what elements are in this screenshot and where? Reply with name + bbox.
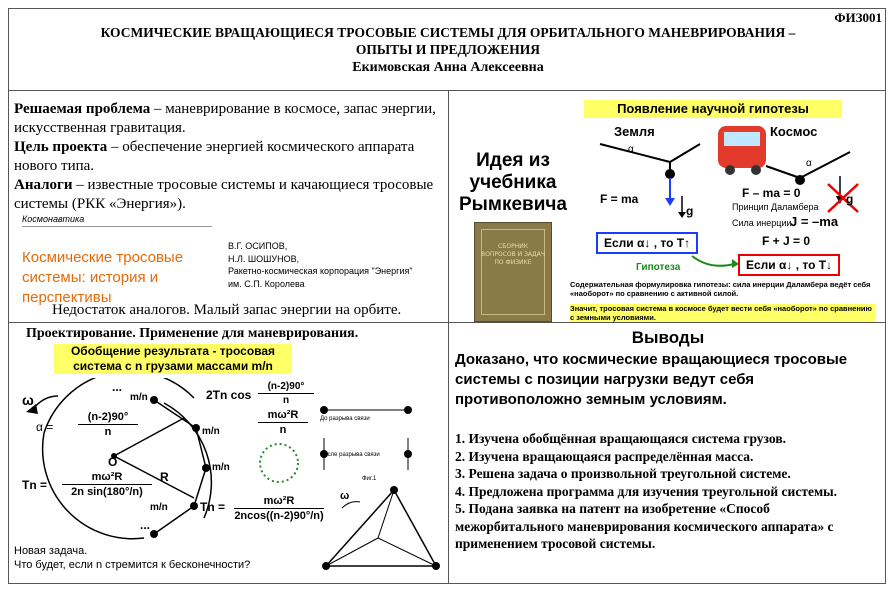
cover-line-1: СБОРНИК: [498, 243, 528, 250]
center-label: O: [108, 455, 118, 469]
book-title-line-1: Космические тросовые: [22, 249, 184, 266]
alpha-earth: α: [628, 144, 634, 155]
book-author-4: им. С.П. Королева: [228, 278, 305, 289]
goal-label: Цель проекта: [14, 139, 108, 155]
title-line-2: ОПЫТЫ И ПРЕДЛОЖЕНИЯ: [355, 42, 541, 57]
hypothesis-arrow: [690, 252, 740, 272]
new-task: [14, 544, 250, 572]
dotted-circle: [256, 440, 302, 486]
before-break: До разрыва связи: [320, 416, 370, 422]
mass-point: [150, 396, 158, 404]
list-item: 2. Изучена вращающаяся распределённая масса.: [455, 448, 754, 464]
author: Екимовская Анна Алексеевна: [352, 60, 544, 75]
alpha-eq: α =: [36, 420, 54, 434]
idea-line-3: Рымкевича: [459, 194, 567, 215]
omega-label: ω: [22, 392, 34, 408]
alpha-space: α: [806, 158, 812, 169]
cover-line-3: ПО ФИЗИКЕ: [494, 259, 532, 266]
mass-label-3: m/n: [212, 462, 230, 473]
idea-line-2: учебника: [469, 172, 557, 193]
tn-den: 2n sin(180°/n): [71, 486, 143, 498]
book-title: [22, 248, 183, 308]
book-author-2: Н.Л. ШОШУНОВ,: [228, 253, 300, 264]
goal-desc: – обеспечение энергией космического аппарата нового типа.: [14, 139, 415, 174]
eq-j: J = –ma: [790, 214, 839, 229]
mass-label-2: m/n: [202, 426, 220, 437]
conclusions-list: [455, 430, 881, 553]
analogs-desc: – известные тросовые системы и качающиеся тросовые системы (РКК «Энергия»).: [14, 177, 434, 212]
textbook-cover-image: [474, 222, 552, 322]
alpha-fraction: [78, 410, 138, 439]
mass-point: [192, 424, 200, 432]
dots-bottom: ...: [140, 518, 151, 532]
dalembert-principle: Принцип Даламбера: [732, 202, 819, 212]
project-code: ФИЗ001: [834, 10, 882, 25]
book-title-line-2: системы: история и: [22, 269, 159, 286]
problem-text: [14, 100, 444, 214]
hypothesis-title: Появление научной гипотезы: [584, 100, 842, 118]
book-authors: [228, 240, 413, 290]
tn-fraction: [62, 470, 152, 499]
mass-point: [202, 464, 210, 472]
label-space: Космос: [770, 124, 818, 139]
new-task-line-2: Что будет, если n стремится к бесконечности?: [14, 559, 251, 571]
idea-line-1: Идея из: [476, 150, 550, 171]
g-space: g: [846, 192, 854, 206]
if-box-space: Если α↓ , то T↓: [738, 254, 840, 276]
eq2-fraction: [234, 494, 324, 523]
omega-triangle: ω: [340, 490, 350, 502]
alpha-num: (n-2)90°: [78, 410, 138, 425]
break-and-triangle-diagram: [312, 380, 444, 576]
book-header: Космонавтика: [22, 214, 85, 224]
eq2-num: mω²R: [234, 494, 324, 509]
eq2-den: 2ncos((n-2)90°/n): [234, 510, 324, 522]
eq-f-minus-ma: F – ma = 0: [742, 186, 801, 200]
list-item: 4. Предложена программа для изучения треугольной системы.: [455, 483, 838, 499]
problem-label: Решаемая проблема: [14, 101, 151, 117]
divider-middle: [8, 322, 886, 323]
new-task-line-1: Новая задача.: [14, 545, 88, 557]
book-author-1: В.Г. ОСИПОВ,: [228, 241, 288, 251]
cover-line-2: ВОПРОСОВ И ЗАДАЧ: [481, 251, 545, 258]
analogs-label: Аналоги: [14, 177, 73, 193]
earth-ceiling: [600, 144, 670, 162]
eq2-left: Tn =: [200, 500, 226, 514]
inertia-force-label: Сила инерции: [732, 218, 792, 228]
divider-vertical: [448, 90, 449, 584]
book-author-3: Ракетно-космическая корпорация "Энергия": [228, 266, 413, 276]
mass-label-4: m/n: [150, 502, 168, 513]
title-line-1: КОСМИЧЕСКИЕ ВРАЩАЮЩИЕСЯ ТРОСОВЫЕ СИСТЕМЫ ДЛЯ ОРБИТАЛЬНОГО МАНЕВРИРОВАНИЯ –: [100, 25, 796, 40]
eq1-den: n: [282, 395, 290, 406]
design-title: Проектирование. Применение для маневрирования.: [26, 326, 359, 341]
eq1-left: 2Tn cos: [206, 388, 252, 402]
figure-label: Фиг.1: [362, 476, 377, 482]
hypothesis-meaning: Значит, тросовая система в космосе будет вести себя «наоборот» по сравнению с земными условиями.: [570, 304, 876, 322]
if-box-earth: Если α↓ , то T↑: [596, 232, 698, 254]
dots-top: ...: [112, 380, 123, 394]
eq-f-plus-j: F + J = 0: [762, 234, 811, 248]
generalization-box: [54, 344, 292, 374]
eq1-fraction: [258, 380, 314, 407]
hypothesis-statement: Содержательная формулировка гипотезы: сила инерции Даламбера ведёт себя «наоборот» по сравнению с активной силой.: [570, 280, 871, 298]
list-item: 1. Изучена обобщённая вращающаяся система грузов.: [455, 431, 786, 446]
hypothesis-label: Гипотеза: [636, 262, 681, 273]
earth-ball: [665, 169, 675, 179]
mass-point: [150, 530, 158, 538]
divider-header: [8, 90, 886, 91]
eq1-rden: n: [279, 424, 287, 436]
generalization-line-2: система с n грузами массами m/n: [73, 359, 273, 373]
eq1-num: (n-2)90°: [258, 380, 314, 394]
alpha-den: n: [104, 426, 112, 438]
hypothesis-diagram: [570, 118, 880, 228]
book-header-rule: [22, 226, 212, 227]
label-earth: Земля: [614, 124, 655, 139]
problem-desc: – маневрирование в космосе, запас энергии, искусственная гравитация.: [14, 101, 436, 136]
conclusions-proven: Доказано, что космические вращающиеся тросовые системы с позиции нагрузки ведут себя противоположно земным условиям.: [455, 351, 848, 408]
radius-label: R: [160, 470, 169, 484]
book-title-line-3: перспективы: [22, 289, 112, 306]
after-break: После разрыва связи: [320, 452, 380, 458]
list-item: 5. Подана заявка на патент на изобретение «Способ межорбитального маневрирования космического аппарата» с применением тросовой системы.: [455, 501, 834, 551]
eq1-rnum: mω²R: [258, 408, 308, 423]
rotation-arrow: [34, 396, 58, 408]
conclusions-title: Выводы: [631, 328, 705, 347]
eq-f-ma: F = ma: [600, 192, 639, 206]
mass-point: [190, 502, 198, 510]
eq1-rhs: [258, 408, 308, 437]
list-item: 3. Решена задача о произвольной треугольной системе.: [455, 466, 791, 481]
generalization-line-1: Обобщение результата - тросовая: [70, 344, 276, 358]
tn-num: mω²R: [62, 470, 152, 485]
analogs-drawback: Недостаток аналогов. Малый запас энергии на орбите.: [52, 302, 402, 318]
mass-label-1: m/n: [130, 392, 148, 403]
g-earth: g: [686, 204, 694, 218]
idea-text: [458, 150, 568, 216]
tn-eq: Tn =: [22, 478, 48, 492]
space-ball: [795, 175, 805, 185]
